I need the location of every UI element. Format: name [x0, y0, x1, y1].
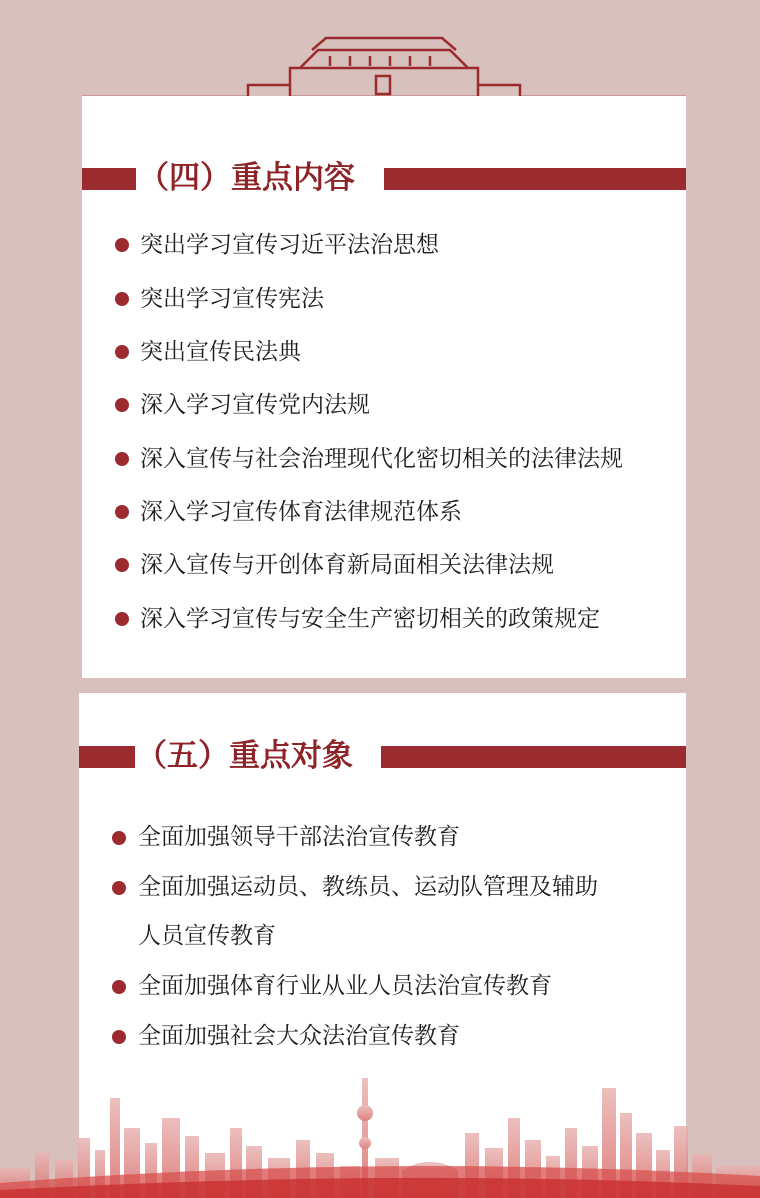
city-skyline-icon: [0, 1058, 760, 1198]
bullet-dot: [115, 612, 129, 626]
title-bar-right: [384, 168, 686, 190]
list-item: 突出学习宣传宪法: [140, 286, 324, 312]
content-card-section4: [82, 96, 686, 678]
bullet-dot: [112, 881, 126, 895]
list-item-continuation: 人员宣传教育: [138, 923, 276, 949]
bullet-dot: [115, 292, 129, 306]
list-item: 深入学习宣传与安全生产密切相关的政策规定: [140, 606, 600, 632]
list-item: 深入学习宣传体育法律规范体系: [140, 499, 462, 525]
list-item: 深入学习宣传党内法规: [140, 392, 370, 418]
list-item: 全面加强社会大众法治宣传教育: [138, 1023, 460, 1049]
bullet-dot: [112, 1030, 126, 1044]
section5-title: （五）重点对象: [136, 738, 353, 774]
title-bar-left: [82, 168, 136, 190]
list-item: 突出学习宣传习近平法治思想: [140, 232, 439, 258]
bullet-dot: [115, 345, 129, 359]
bullet-dot: [115, 398, 129, 412]
bullet-dot: [115, 452, 129, 466]
title-bar-right: [381, 746, 686, 768]
bullet-dot: [115, 505, 129, 519]
list-item: 全面加强体育行业从业人员法治宣传教育: [138, 973, 552, 999]
list-item: 突出宣传民法典: [140, 339, 301, 365]
section4-title: （四）重点内容: [138, 160, 355, 196]
bullet-dot: [115, 238, 129, 252]
title-bar-left: [79, 746, 135, 768]
bullet-dot: [112, 831, 126, 845]
bullet-dot: [112, 980, 126, 994]
list-item: 深入宣传与开创体育新局面相关法律法规: [140, 552, 554, 578]
bullet-dot: [115, 558, 129, 572]
list-item: 深入宣传与社会治理现代化密切相关的法律法规: [140, 446, 623, 472]
list-item: 全面加强运动员、教练员、运动队管理及辅助: [138, 874, 598, 900]
list-item: 全面加强领导干部法治宣传教育: [138, 824, 460, 850]
